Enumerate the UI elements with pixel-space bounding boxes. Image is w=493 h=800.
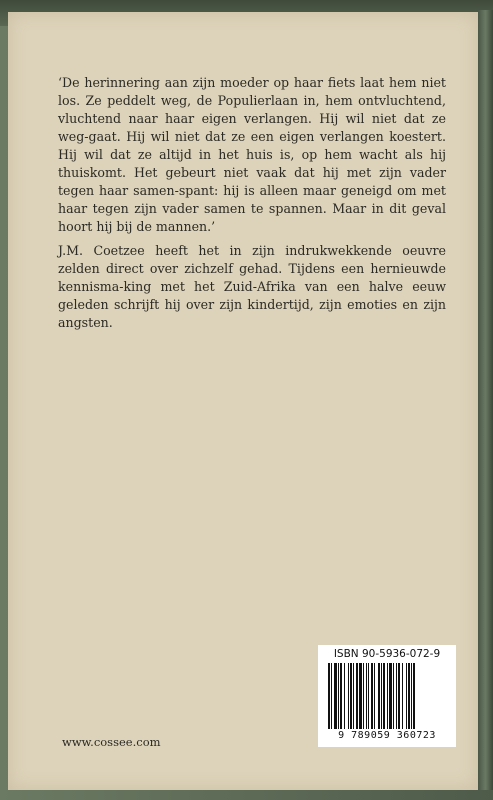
barcode-bar [406,663,407,729]
barcode-label [318,645,456,747]
barcode-bar [334,663,337,729]
barcode-bar [411,663,412,729]
barcode-bar [383,663,385,729]
barcode-bar [344,663,345,729]
barcode-bar [350,663,352,729]
barcode-bar [331,663,332,729]
barcode-bar [378,663,380,729]
barcode-bar [389,663,392,729]
blurb-quote: ‘De herinnering aan zijn moeder op haar fiets laat hem niet los. Ze peddelt weg, de Populierlaan in, hem ontvluchtend, vluchtend naar haar eigen verlangen. Hij wil niet dat ze weg-gaat. Hij wil niet dat ze een eigen verlangen koestert. Hij wil dat ze altijd in het huis is, op hem wacht als hij thuiskomt. Het gebeurt niet vaak dat hij met zijn vader tegen haar samen-spant: hij is alleen maar geneigd om met haar tegen zijn vader samen te spannen. Maar in dit geval hoort hij bij de mannen.’ [58,75,446,234]
ean-digits: 9 789059 360723 [338,730,436,741]
barcode-bar [353,663,354,729]
barcode-bar [368,663,369,729]
barcode-bar [408,663,410,729]
barcode-bar [393,663,394,729]
barcode-bar [366,663,367,729]
author-description: J.M. Coetzee heeft het in zijn indrukwekkende oeuvre zelden direct over zichzelf gehad. Tijdens een hernieuwde kennisma-king met het Zuid-Afrika van een halve eeuw geleden schrijft hij over zijn kindertijd, zijn emoties en zijn angsten. [58,243,446,330]
book-right-edge [478,10,493,790]
barcode-bar [356,663,358,729]
barcode-bar [402,663,403,729]
barcode-bar [338,663,339,729]
barcode-bar [413,663,415,729]
barcode-bar [340,663,342,729]
publisher-website: www.cossee.com [62,735,161,749]
barcode-bar [348,663,349,729]
barcode-bar [387,663,388,729]
barcode-bar [398,663,400,729]
barcode-bar [363,663,364,729]
isbn-number: ISBN 90-5936-072-9 [333,648,441,660]
barcode-bar [371,663,373,729]
barcode-bar [374,663,375,729]
barcode-bar [328,663,330,729]
barcode-bar [381,663,382,729]
barcode-icon [328,663,448,729]
barcode-bar [396,663,397,729]
barcode-bar [359,663,362,729]
